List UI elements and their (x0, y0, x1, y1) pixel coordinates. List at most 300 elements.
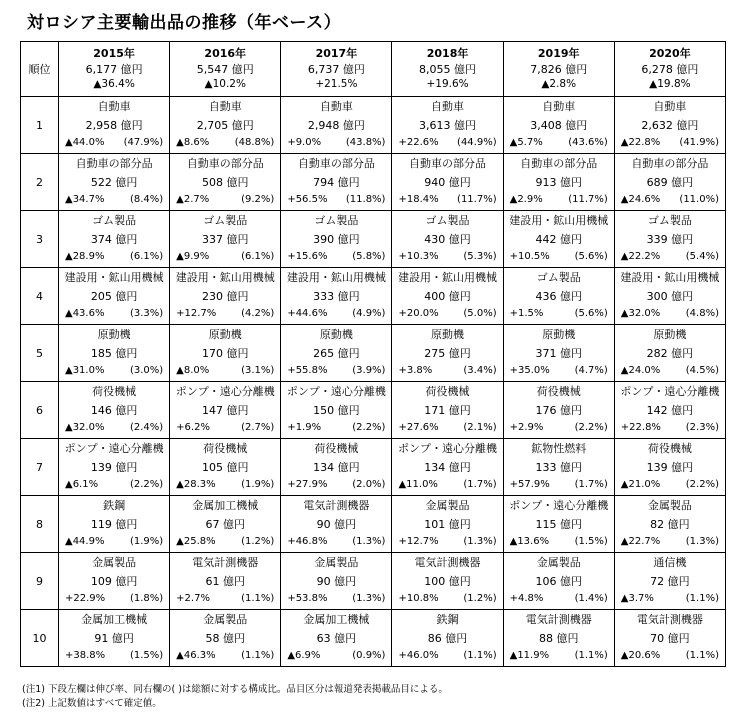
product-value: 794 億円 (313, 175, 360, 189)
table-row (21, 154, 726, 211)
product-value: 134 億円 (424, 460, 471, 474)
product-value: 100 億円 (424, 574, 471, 588)
product-cell-content (170, 97, 280, 153)
product-name: 電気計測機器 (192, 556, 259, 569)
product-name: ゴム製品 (425, 214, 470, 227)
product-cell-content (392, 496, 502, 552)
product-cell (170, 325, 281, 382)
product-cell (503, 325, 614, 382)
product-value: 134 億円 (313, 460, 360, 474)
product-value: 70 億円 (650, 631, 690, 645)
product-value: 940 億円 (424, 175, 471, 189)
share-ratio: (11.8%) (345, 194, 386, 205)
product-change-line (392, 249, 502, 264)
growth-rate: +2.9% (509, 422, 544, 433)
product-cell (392, 382, 503, 439)
product-name: 自動車の部分品 (75, 157, 153, 170)
product-change-line (170, 420, 280, 435)
growth-rate: ▲24.0% (620, 365, 661, 376)
product-value: 2,705 億円 (196, 118, 254, 132)
product-value: 63 億円 (316, 631, 357, 645)
product-value: 339 億円 (646, 232, 694, 246)
product-cell-content (392, 211, 502, 267)
product-cell (503, 496, 614, 553)
product-change-line (392, 477, 502, 492)
rank-cell: 6 (21, 382, 59, 439)
table-row (21, 553, 726, 610)
year-header (59, 42, 170, 97)
product-change-line (281, 420, 391, 435)
product-cell-content (59, 439, 169, 495)
table-row (21, 211, 726, 268)
product-cell-content (59, 382, 169, 438)
product-cell (281, 268, 392, 325)
year-label: 2017年 (315, 47, 358, 60)
table-row (21, 382, 726, 439)
product-cell (503, 211, 614, 268)
product-change-line (281, 591, 391, 606)
product-change-line (59, 648, 169, 663)
product-value: 3,408 億円 (530, 118, 588, 132)
table-body (21, 97, 726, 667)
share-ratio: (1.4%) (574, 593, 608, 604)
product-cell-content (170, 439, 280, 495)
product-change-line (392, 306, 502, 321)
share-ratio: (11.7%) (457, 194, 497, 205)
growth-rate: ▲46.3% (176, 650, 216, 661)
product-cell-content (392, 553, 502, 609)
product-cell-content (170, 211, 280, 267)
product-value: 913 億円 (535, 175, 582, 189)
growth-rate: ▲28.9% (65, 251, 105, 262)
product-value: 61 億円 (205, 574, 245, 588)
growth-rate: +57.9% (509, 479, 550, 490)
product-cell-content (170, 382, 280, 438)
rank-cell: 9 (21, 553, 59, 610)
product-change-line (59, 591, 169, 606)
product-cell (614, 439, 725, 496)
product-cell (503, 610, 614, 667)
product-value: 333 億円 (313, 289, 360, 303)
share-ratio: (1.3%) (352, 593, 386, 604)
product-change-line (281, 249, 391, 264)
product-name: 金属製品 (536, 556, 581, 569)
product-cell (614, 268, 725, 325)
year-header-content (615, 42, 725, 96)
product-cell (503, 382, 614, 439)
product-cell-content (504, 496, 614, 552)
product-name: 自動車の部分品 (186, 157, 264, 170)
year-total: 8,055 億円 (419, 63, 477, 76)
growth-rate: ▲32.0% (65, 422, 105, 433)
product-cell-content (59, 553, 169, 609)
product-cell (392, 211, 503, 268)
product-name: ゴム製品 (203, 214, 248, 227)
product-change-line (281, 477, 391, 492)
growth-rate: +22.9% (65, 593, 106, 604)
product-change-line (392, 648, 502, 663)
growth-rate: +27.9% (287, 479, 328, 490)
share-ratio: (1.2%) (463, 593, 497, 604)
year-header (170, 42, 281, 97)
product-cell-content (615, 553, 725, 609)
share-ratio: (2.2%) (352, 422, 386, 433)
product-cell-content (392, 268, 502, 324)
share-ratio: (2.4%) (129, 422, 164, 433)
year-label: 2019年 (537, 47, 580, 60)
growth-rate: ▲21.0% (620, 479, 661, 490)
growth-rate: +10.3% (398, 251, 439, 262)
growth-rate: ▲43.6% (65, 308, 105, 319)
product-value: 58 億円 (205, 631, 245, 645)
product-name: 金属加工機械 (192, 499, 259, 512)
share-ratio: (5.8%) (352, 251, 386, 262)
share-ratio: (5.6%) (574, 308, 608, 319)
share-ratio: (8.4%) (129, 194, 164, 205)
product-cell (170, 211, 281, 268)
product-name: 原動機 (208, 328, 242, 341)
growth-rate: ▲2.7% (176, 194, 210, 205)
product-value: 265 億円 (313, 346, 360, 360)
product-cell (59, 211, 170, 268)
product-name: 金属製品 (92, 556, 137, 569)
product-cell (614, 553, 725, 610)
product-cell-content (170, 154, 280, 210)
product-name: ゴム製品 (92, 214, 137, 227)
growth-rate: ▲34.7% (65, 194, 105, 205)
product-name: 自動車 (208, 100, 242, 113)
product-value: 139 億円 (90, 460, 138, 474)
product-cell-content (170, 553, 280, 609)
growth-rate: +46.0% (398, 650, 439, 661)
share-ratio: (11.0%) (679, 194, 719, 205)
product-cell-content (392, 154, 502, 210)
product-value: 522 億円 (90, 175, 138, 189)
table-row (21, 439, 726, 496)
year-total: 5,547 億円 (196, 63, 254, 76)
product-value: 91 億円 (94, 631, 134, 645)
product-change-line (281, 363, 391, 378)
product-value: 170 億円 (201, 346, 249, 360)
product-change-line (392, 591, 502, 606)
product-name: 荷役機械 (203, 442, 248, 455)
product-name: 建設用・鉱山用機械 (509, 214, 609, 227)
share-ratio: (1.5%) (129, 650, 164, 661)
product-value: 282 億円 (646, 346, 694, 360)
product-change-line (281, 306, 391, 321)
product-value: 106 億円 (535, 574, 582, 588)
product-change-line (392, 192, 502, 207)
product-value: 171 億円 (424, 403, 471, 417)
product-name: 電気計測機器 (525, 613, 592, 626)
product-cell (281, 496, 392, 553)
product-value: 436 億円 (535, 289, 582, 303)
rank-cell: 2 (21, 154, 59, 211)
product-cell (614, 610, 725, 667)
product-value: 176 億円 (535, 403, 582, 417)
share-ratio: (1.3%) (685, 536, 719, 547)
product-cell (392, 325, 503, 382)
product-cell (614, 211, 725, 268)
product-cell-content (615, 97, 725, 153)
growth-rate: +44.6% (287, 308, 328, 319)
product-cell (59, 439, 170, 496)
product-cell-content (615, 154, 725, 210)
share-ratio: (5.6%) (574, 251, 608, 262)
year-label: 2018年 (426, 47, 469, 60)
growth-rate: ▲6.1% (65, 479, 99, 490)
product-name: 金属製品 (203, 613, 248, 626)
product-value: 400 億円 (424, 289, 471, 303)
share-ratio: (4.9%) (352, 308, 386, 319)
product-cell (281, 610, 392, 667)
product-cell (281, 439, 392, 496)
product-value: 2,948 億円 (307, 118, 365, 132)
product-cell-content (615, 439, 725, 495)
product-cell-content (615, 325, 725, 381)
product-name: 金属加工機械 (303, 613, 370, 626)
product-cell (392, 97, 503, 154)
product-value: 142 億円 (646, 403, 694, 417)
product-cell (59, 97, 170, 154)
product-change-line (170, 192, 280, 207)
product-value: 119 億円 (90, 517, 138, 531)
share-ratio: (3.4%) (463, 365, 497, 376)
product-cell (392, 154, 503, 211)
product-name: 荷役機械 (425, 385, 470, 398)
year-total: 6,177 億円 (85, 63, 143, 76)
product-value: 508 億円 (201, 175, 249, 189)
share-ratio: (1.3%) (463, 536, 497, 547)
growth-rate: +1.5% (509, 308, 544, 319)
product-cell-content (504, 382, 614, 438)
product-name: 電気計測機器 (414, 556, 481, 569)
growth-rate: ▲22.7% (620, 536, 661, 547)
product-value: 88 億円 (538, 631, 579, 645)
product-change-line (504, 591, 614, 606)
product-cell-content (281, 325, 391, 381)
growth-rate: +22.6% (398, 137, 439, 148)
growth-rate: ▲22.8% (620, 137, 661, 148)
growth-rate: +55.8% (287, 365, 328, 376)
product-change-line (281, 135, 391, 150)
product-cell-content (504, 154, 614, 210)
product-name: 自動車の部分品 (631, 157, 709, 170)
product-change-line (170, 591, 280, 606)
product-cell-content (281, 211, 391, 267)
product-cell (614, 382, 725, 439)
product-value: 146 億円 (90, 403, 138, 417)
product-cell (392, 496, 503, 553)
product-cell (59, 268, 170, 325)
product-cell (59, 154, 170, 211)
product-cell-content (504, 325, 614, 381)
rank-cell: 1 (21, 97, 59, 154)
product-cell-content (170, 268, 280, 324)
share-ratio: (2.7%) (241, 422, 275, 433)
product-name: 建設用・鉱山用機械 (286, 271, 386, 284)
growth-rate: ▲25.8% (176, 536, 216, 547)
growth-rate: +15.6% (287, 251, 328, 262)
product-name: ゴム製品 (536, 271, 581, 284)
product-cell (59, 325, 170, 382)
product-change-line (392, 363, 502, 378)
share-ratio: (48.8%) (234, 137, 275, 148)
product-name: 鉄鋼 (103, 499, 126, 512)
product-change-line (392, 420, 502, 435)
product-change-line (170, 534, 280, 549)
product-cell (392, 553, 503, 610)
product-cell-content (615, 268, 725, 324)
share-ratio: (6.1%) (129, 251, 164, 262)
growth-rate: ▲3.7% (620, 593, 654, 604)
product-change-line (615, 306, 725, 321)
product-cell (614, 496, 725, 553)
product-cell-content (281, 439, 391, 495)
product-value: 72 億円 (650, 574, 690, 588)
product-name: ゴム製品 (314, 214, 359, 227)
rank-cell: 8 (21, 496, 59, 553)
share-ratio: (5.3%) (463, 251, 497, 262)
product-value: 115 億円 (535, 517, 582, 531)
product-cell-content (281, 154, 391, 210)
growth-rate: ▲8.0% (176, 365, 210, 376)
growth-rate: +56.5% (287, 194, 328, 205)
product-name: 原動機 (97, 328, 131, 341)
year-label: 2015年 (93, 47, 135, 60)
rank-header: 順位 (21, 42, 59, 97)
product-cell (170, 553, 281, 610)
product-name: 原動機 (542, 328, 576, 341)
product-cell-content (281, 97, 391, 153)
product-change-line (392, 534, 502, 549)
growth-rate: +53.8% (287, 593, 328, 604)
share-ratio: (43.6%) (568, 137, 608, 148)
share-ratio: (1.1%) (685, 650, 719, 661)
year-header-content (392, 42, 502, 96)
product-cell-content (59, 211, 169, 267)
product-cell-content (59, 154, 169, 210)
table-row (21, 268, 726, 325)
product-value: 205 億円 (90, 289, 138, 303)
product-name: 建設用・鉱山用機械 (64, 271, 164, 284)
share-ratio: (1.1%) (463, 650, 497, 661)
product-cell-content (281, 382, 391, 438)
product-change-line (615, 477, 725, 492)
product-change-line (504, 192, 614, 207)
product-value: 101 億円 (424, 517, 471, 531)
share-ratio: (1.7%) (574, 479, 608, 490)
share-ratio: (1.1%) (241, 593, 275, 604)
share-ratio: (2.2%) (574, 422, 608, 433)
product-value: 300 億円 (646, 289, 694, 303)
growth-rate: +12.7% (398, 536, 439, 547)
product-value: 374 億円 (90, 232, 138, 246)
product-change-line (504, 135, 614, 150)
growth-rate: ▲31.0% (65, 365, 105, 376)
product-change-line (59, 363, 169, 378)
table-row (21, 325, 726, 382)
growth-rate: +22.8% (620, 422, 661, 433)
growth-rate: ▲44.9% (65, 536, 105, 547)
share-ratio: (4.8%) (685, 308, 719, 319)
product-change-line (59, 249, 169, 264)
year-change: ▲19.8% (649, 78, 691, 90)
growth-rate: ▲20.6% (620, 650, 661, 661)
product-cell-content (170, 610, 280, 666)
product-value: 150 億円 (313, 403, 360, 417)
product-value: 430 億円 (424, 232, 471, 246)
product-cell (170, 439, 281, 496)
product-cell-content (392, 439, 502, 495)
product-change-line (59, 477, 169, 492)
product-cell (281, 325, 392, 382)
product-cell-content (615, 610, 725, 666)
product-value: 689 億円 (646, 175, 694, 189)
share-ratio: (43.8%) (345, 137, 386, 148)
product-change-line (170, 363, 280, 378)
product-cell (503, 268, 614, 325)
product-name: 自動車 (97, 100, 131, 113)
product-name: 金属製品 (425, 499, 470, 512)
growth-rate: ▲6.9% (287, 650, 321, 661)
product-value: 67 億円 (205, 517, 245, 531)
growth-rate: +20.0% (398, 308, 439, 319)
growth-rate: ▲13.6% (509, 536, 550, 547)
product-value: 90 億円 (316, 517, 357, 531)
growth-rate: +9.0% (287, 137, 322, 148)
product-value: 185 億円 (90, 346, 138, 360)
product-cell (503, 553, 614, 610)
product-change-line (504, 249, 614, 264)
year-header (503, 42, 614, 97)
product-name: 鉱物性燃料 (531, 442, 587, 455)
product-name: 鉄鋼 (436, 613, 459, 626)
product-cell-content (59, 496, 169, 552)
share-ratio: (1.7%) (463, 479, 497, 490)
growth-rate: +35.0% (509, 365, 550, 376)
share-ratio: (1.1%) (241, 650, 275, 661)
year-total: 7,826 億円 (530, 63, 588, 76)
year-change: ▲10.2% (204, 78, 246, 90)
share-ratio: (1.1%) (685, 593, 719, 604)
product-change-line (170, 306, 280, 321)
product-name: 電気計測機器 (636, 613, 703, 626)
note-2: (注2) 上記数値はすべて確定値。 (22, 698, 162, 709)
product-value: 90 億円 (316, 574, 357, 588)
product-change-line (504, 363, 614, 378)
notes (22, 683, 448, 711)
share-ratio: (41.9%) (679, 137, 719, 148)
growth-rate: +2.7% (176, 593, 210, 604)
product-cell (59, 496, 170, 553)
product-value: 371 億円 (535, 346, 582, 360)
product-cell-content (59, 610, 169, 666)
growth-rate: ▲32.0% (620, 308, 661, 319)
growth-rate: ▲9.9% (176, 251, 210, 262)
product-cell (170, 382, 281, 439)
page-title: 対ロシア主要輸出品の推移（年ベース） (27, 13, 342, 33)
product-cell-content (504, 211, 614, 267)
product-name: 金属加工機械 (81, 613, 148, 626)
product-name: ゴム製品 (647, 214, 692, 227)
product-cell-content (170, 496, 280, 552)
product-cell (503, 154, 614, 211)
product-change-line (615, 534, 725, 549)
product-name: 荷役機械 (314, 442, 359, 455)
product-value: 82 億円 (650, 517, 690, 531)
product-name: ポンプ・遠心分離機 (175, 385, 275, 398)
